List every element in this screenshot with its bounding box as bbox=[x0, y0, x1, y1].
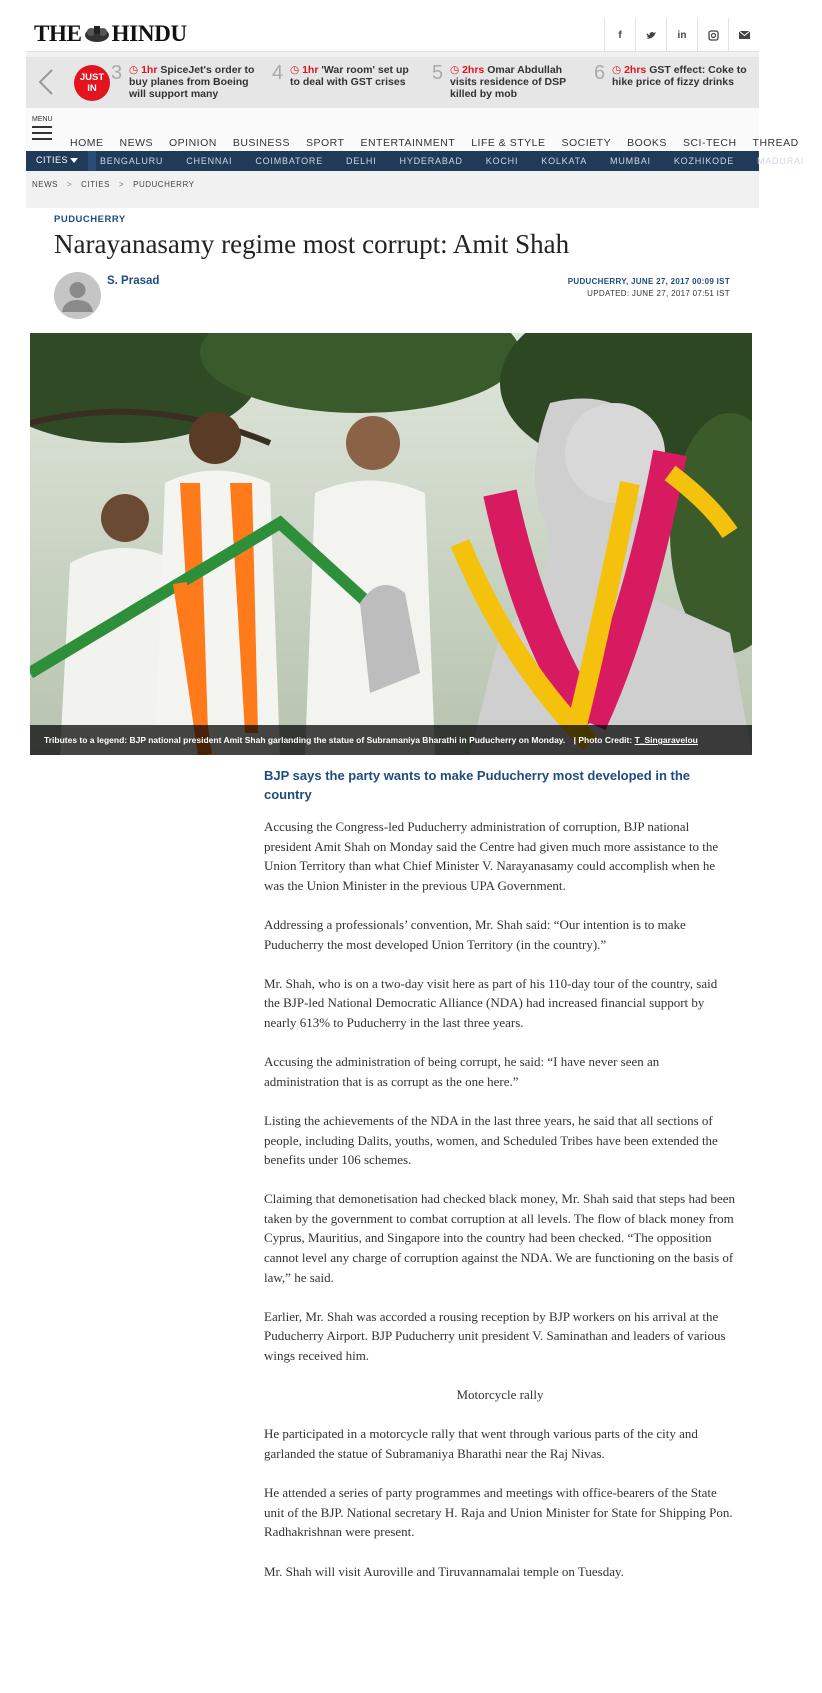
paragraph: Mr. Shah, who is on a two-day visit here as part of his 110-day tour of the country, said the BJP-led National Democratic Alliance (NDA) had increased financial support by nearly 613% to Puducherry in the last three years. bbox=[264, 975, 718, 1030]
city-link[interactable]: BENGALURU bbox=[100, 156, 164, 166]
paragraph: Listing the achievements of the NDA in the last three years, he said that all sections of people, including Dalits, youths, women, and Scheduled Tribes have been extended the benefits under 106 schemes. bbox=[264, 1112, 718, 1168]
logo-text-left: THE bbox=[34, 21, 82, 46]
section-heading: Motorcycle rally bbox=[456, 1387, 544, 1403]
updated-date: UPDATED: JUNE 27, 2017 07:51 IST bbox=[587, 289, 730, 298]
email-icon[interactable] bbox=[728, 18, 759, 52]
paragraph: He attended a series of party programmes and meetings with office-bearers of the State unit of the BJP. National secretary H. Raja and Union Minister for State for Shipping Pon. Radhakrishnan were present. bbox=[264, 1485, 733, 1540]
menu-label: MENU bbox=[32, 116, 53, 123]
city-link[interactable]: HYDERABAD bbox=[399, 156, 463, 166]
story-headline: GST effect: Coke to hike price of fizzy drinks bbox=[612, 64, 747, 88]
paragraph: Mr. Shah will visit Auroville and Tiruvannamalai temple on Tuesday. bbox=[264, 1563, 624, 1579]
site-header bbox=[26, 18, 805, 208]
clock-icon: ◷ bbox=[129, 64, 139, 76]
nav-item-opinion[interactable]: OPINION bbox=[169, 137, 217, 149]
nav-item-books[interactable]: BOOKS bbox=[627, 137, 667, 149]
social-links bbox=[604, 18, 759, 52]
nav-item-home[interactable]: HOME bbox=[70, 137, 104, 149]
lead-photo bbox=[30, 333, 752, 755]
story-number: 3 bbox=[111, 62, 123, 84]
user-silhouette-icon bbox=[54, 272, 101, 319]
just-in-ticker bbox=[26, 57, 759, 108]
story-headline: Omar Abdullah visits residence of DSP killed by mob bbox=[450, 64, 566, 100]
nav-item-sport[interactable]: SPORT bbox=[305, 137, 345, 149]
author-name[interactable]: S. Prasad bbox=[107, 275, 160, 287]
city-link[interactable]: KOLKATA bbox=[541, 156, 588, 166]
breadcrumb-separator: > bbox=[118, 180, 125, 189]
story-number: 5 bbox=[432, 62, 444, 84]
city-link[interactable]: COIMBATORE bbox=[255, 156, 324, 166]
paragraph: Accusing the Congress-led Puducherry administration of corruption, BJP national president Amit Shah on Monday said the Centre had given much more assistance to the Union Territory than what Chief Minister V. Narayanasamy could accomplish when he was the Union Minister in the previous UPA Government. bbox=[264, 819, 719, 893]
paragraph: Accusing the administration of being corrupt, he said: “I have never seen an administration that is as corrupt as the one here.” bbox=[264, 1054, 660, 1089]
paragraph: Addressing a professionals’ convention, Mr. Shah said: “Our intention is to make Puducherry the most developed Union Territory (in the country).” bbox=[264, 916, 686, 952]
lead-photo-illustration bbox=[30, 333, 752, 755]
caret-down-icon[interactable] bbox=[70, 158, 78, 163]
paragraph: Earlier, Mr. Shah was accorded a rousing reception by BJP workers on his arrival at the Puducherry Airport. BJP Puducherry unit president V. Saminathan and leaders of various wings received him. bbox=[264, 1308, 726, 1364]
photo-credit: | Photo Credit: T_Singaravelou bbox=[573, 735, 698, 745]
top-bar bbox=[26, 18, 759, 52]
nav-item-life-style[interactable]: LIFE & STYLE bbox=[471, 137, 546, 149]
city-link[interactable]: KOZHIKODE bbox=[673, 156, 735, 166]
paragraph: He participated in a motorcycle rally that went through various parts of the city and garlanded the statue of Subramaniya Bharathi near the Raj Nivas. bbox=[264, 1426, 698, 1461]
clock-icon: ◷ bbox=[290, 64, 300, 76]
nav-item-sci-tech[interactable]: SCI-TECH bbox=[682, 137, 737, 149]
logo-crest-icon bbox=[83, 24, 111, 44]
published-date: PUDUCHERRY, JUNE 27, 2017 00:09 IST bbox=[567, 277, 730, 286]
cities-bar bbox=[26, 151, 805, 171]
nav-item-entertainment[interactable]: ENTERTAINMENT bbox=[360, 137, 456, 149]
breadcrumb-separator: > bbox=[67, 180, 73, 189]
author-avatar[interactable] bbox=[54, 272, 101, 319]
city-link[interactable]: MADURAI bbox=[757, 156, 805, 166]
site-logo[interactable] bbox=[34, 21, 187, 47]
divider bbox=[88, 151, 96, 171]
story-time: 2hrs bbox=[624, 64, 647, 76]
story-headline: 'War room' set up to deal with GST crises bbox=[290, 64, 409, 88]
caption-text: Tributes to a legend: BJP national president Amit Shah garlanding the statue of Subramaniya Bharathi in Puducherry on Monday. bbox=[44, 735, 566, 745]
nav-item-business[interactable]: BUSINESS bbox=[232, 137, 290, 149]
article-headline: Narayanasamy regime most corrupt: Amit Shah bbox=[54, 229, 570, 259]
clock-icon: ◷ bbox=[612, 64, 622, 76]
logo-text-right: HINDU bbox=[111, 21, 187, 46]
story-number: 4 bbox=[272, 62, 284, 84]
hamburger-menu-icon[interactable] bbox=[32, 126, 52, 142]
photo-credit-link[interactable]: T_Singaravelou bbox=[634, 735, 698, 745]
cities-dropdown[interactable]: CITIES bbox=[36, 155, 69, 165]
photo-caption bbox=[30, 725, 752, 755]
story-time: 1hr bbox=[302, 64, 319, 76]
paragraph: Claiming that demonetisation had checked black money, Mr. Shah said that steps had been taken by the government to combat corruption at all levels. The flow of black money from Cyprus, Mauritius, and Singapore into the country had been checked. “The opposition cannot level any charge of corruption against the NDA. We are functioning on the basis of law,” he said. bbox=[264, 1191, 736, 1285]
story-time: 2hrs bbox=[462, 64, 485, 76]
breadcrumb-item[interactable]: NEWS bbox=[32, 180, 58, 189]
nav-item-thread[interactable]: THREAD bbox=[752, 137, 799, 149]
story-time: 1hr bbox=[141, 64, 158, 76]
breadcrumb bbox=[32, 180, 194, 189]
breadcrumb-item[interactable]: PUDUCHERRY bbox=[133, 180, 195, 189]
twitter-icon[interactable] bbox=[635, 18, 666, 52]
clock-icon: ◷ bbox=[450, 64, 460, 76]
story-number: 6 bbox=[594, 62, 606, 84]
nav-item-society[interactable]: SOCIETY bbox=[561, 137, 612, 149]
city-link[interactable]: KOCHI bbox=[485, 156, 519, 166]
article-section[interactable]: PUDUCHERRY bbox=[54, 214, 126, 225]
nav-links bbox=[70, 137, 799, 149]
article-dateline bbox=[568, 276, 730, 300]
article-subhead: BJP says the party wants to make Puducherry most developed in the country bbox=[264, 768, 691, 802]
chevron-left-icon[interactable] bbox=[34, 67, 58, 97]
city-link[interactable]: MUMBAI bbox=[610, 156, 651, 166]
city-links bbox=[100, 156, 804, 166]
facebook-icon[interactable]: f bbox=[604, 18, 635, 52]
nav-item-news[interactable]: NEWS bbox=[119, 137, 153, 149]
just-in-badge: JUST IN bbox=[74, 65, 110, 101]
city-link[interactable]: CHENNAI bbox=[186, 156, 233, 166]
linkedin-icon[interactable]: in bbox=[666, 18, 697, 52]
city-link[interactable]: DELHI bbox=[346, 156, 377, 166]
instagram-icon[interactable] bbox=[697, 18, 728, 52]
breadcrumb-item[interactable]: CITIES bbox=[81, 180, 110, 189]
article-body bbox=[264, 817, 736, 1601]
story-headline: SpiceJet's order to buy planes from Boeing will support many bbox=[129, 64, 255, 100]
